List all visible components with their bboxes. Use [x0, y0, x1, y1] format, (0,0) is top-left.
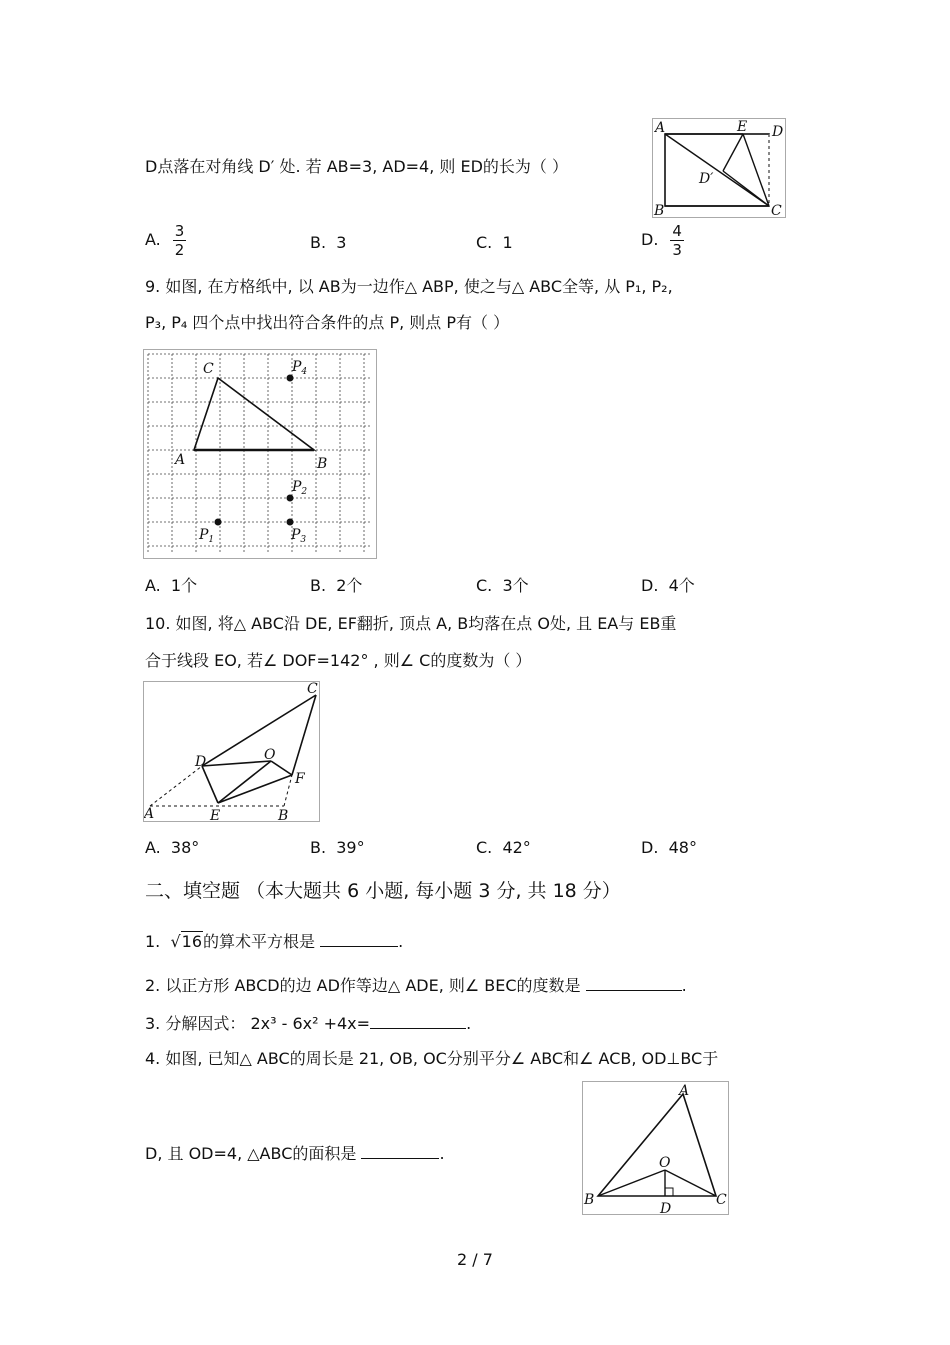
q8-label-D: D [772, 124, 784, 140]
q4-label-B: B [584, 1192, 595, 1208]
q10-label-B: B [278, 808, 289, 821]
fill-q1: 1. √16的算术平方根是 . [145, 932, 404, 951]
q10-label-O: O [264, 747, 276, 763]
q9-label-C: C [203, 361, 214, 377]
q4-label-A: A [679, 1083, 690, 1099]
fill-q3-blank[interactable] [370, 1012, 466, 1029]
q9-line1: 9. 如图, 在方格纸中, 以 AB为一边作△ ABP, 使之与△ ABC全等, 从 P₁, P₂, [145, 277, 673, 296]
fraction: $\frac{4}{3}$ [672, 222, 682, 259]
q9-label-B: B [317, 456, 328, 472]
fill-q4-line2: D, 且 OD=4, △ABC的面积是 . [145, 1144, 445, 1163]
q9-option-d[interactable]: D. 4个 [641, 576, 695, 595]
fraction: $\frac{3}{2}$ [174, 222, 185, 259]
section-title: 二、填空题 （本大题共 6 小题, 每小题 3 分, 共 18 分） [145, 880, 621, 902]
q9-label-P1: $P_1$ [199, 527, 215, 545]
page-number: 2 / 7 [457, 1250, 493, 1269]
q8-figure [652, 118, 786, 218]
q9-label-P3: $P_3$ [291, 527, 307, 545]
q9-grid-figure [143, 349, 377, 559]
q4-figure [582, 1081, 729, 1215]
fill-q2-blank[interactable] [586, 974, 682, 991]
q10-option-c[interactable]: C. 42° [476, 838, 531, 857]
q8-label-A: A [655, 120, 666, 136]
q8-label-E: E [737, 119, 748, 135]
q9-label-P4: $P_4$ [292, 359, 308, 377]
fill-q4-blank[interactable] [361, 1142, 439, 1159]
q10-option-b[interactable]: B. 39° [310, 838, 365, 857]
q9-option-c[interactable]: C. 3个 [476, 576, 529, 595]
q4-label-C: C [716, 1192, 727, 1208]
fill-q3: 3. 分解因式： 2x³ - 6x² +4x= . [145, 1014, 472, 1033]
q9-option-b[interactable]: B. 2个 [310, 576, 363, 595]
q10-label-A: A [144, 806, 155, 821]
fill-q4-line1: 4. 如图, 已知△ ABC的周长是 21, OB, OC分别平分∠ ABC和∠ ACB, OD⊥BC于 [145, 1049, 719, 1068]
q4-label-O: O [659, 1155, 671, 1171]
q10-line2: 合于线段 EO, 若∠ DOF=142° , 则∠ C的度数为（ ） [145, 651, 532, 670]
q10-label-F: F [295, 771, 305, 787]
q10-option-d[interactable]: D. 48° [641, 838, 697, 857]
q8-label-Dprime: D′ [699, 171, 714, 187]
q10-label-D: D [195, 754, 207, 770]
fill-q2: 2. 以正方形 ABCD的边 AD作等边△ ADE, 则∠ BEC的度数是 . [145, 976, 687, 995]
q10-option-a[interactable]: A. 38° [145, 838, 200, 857]
q9-line2: P₃, P₄ 四个点中找出符合条件的点 P, 则点 P有（ ） [145, 313, 510, 332]
q8-text: D点落在对角线 D′ 处. 若 AB=3, AD=4, 则 ED的长为（ ） [145, 157, 569, 176]
sqrt-symbol: √16 [170, 932, 202, 951]
q10-line1: 10. 如图, 将△ ABC沿 DE, EF翻折, 顶点 A, B均落在点 O处, 且 EA与 EB重 [145, 614, 677, 633]
q9-label-A: A [175, 452, 186, 468]
fill-q1-blank[interactable] [320, 930, 398, 947]
q9-option-a[interactable]: A. 1个 [145, 576, 198, 595]
q8-label-B: B [654, 203, 665, 217]
q8-option-b[interactable]: B. 3 [310, 233, 347, 252]
q8-option-d[interactable]: D. $\frac{4}{3}$ [641, 222, 682, 259]
q10-label-E: E [210, 808, 221, 821]
q8-label-C: C [771, 203, 782, 217]
q10-figure [143, 681, 320, 822]
q8-option-a[interactable]: A. $\frac{3}{2}$ [145, 222, 185, 259]
q8-option-c[interactable]: C. 1 [476, 233, 513, 252]
q10-label-C: C [307, 682, 318, 697]
q4-label-D: D [660, 1201, 672, 1214]
q9-label-P2: $P_2$ [292, 479, 308, 497]
